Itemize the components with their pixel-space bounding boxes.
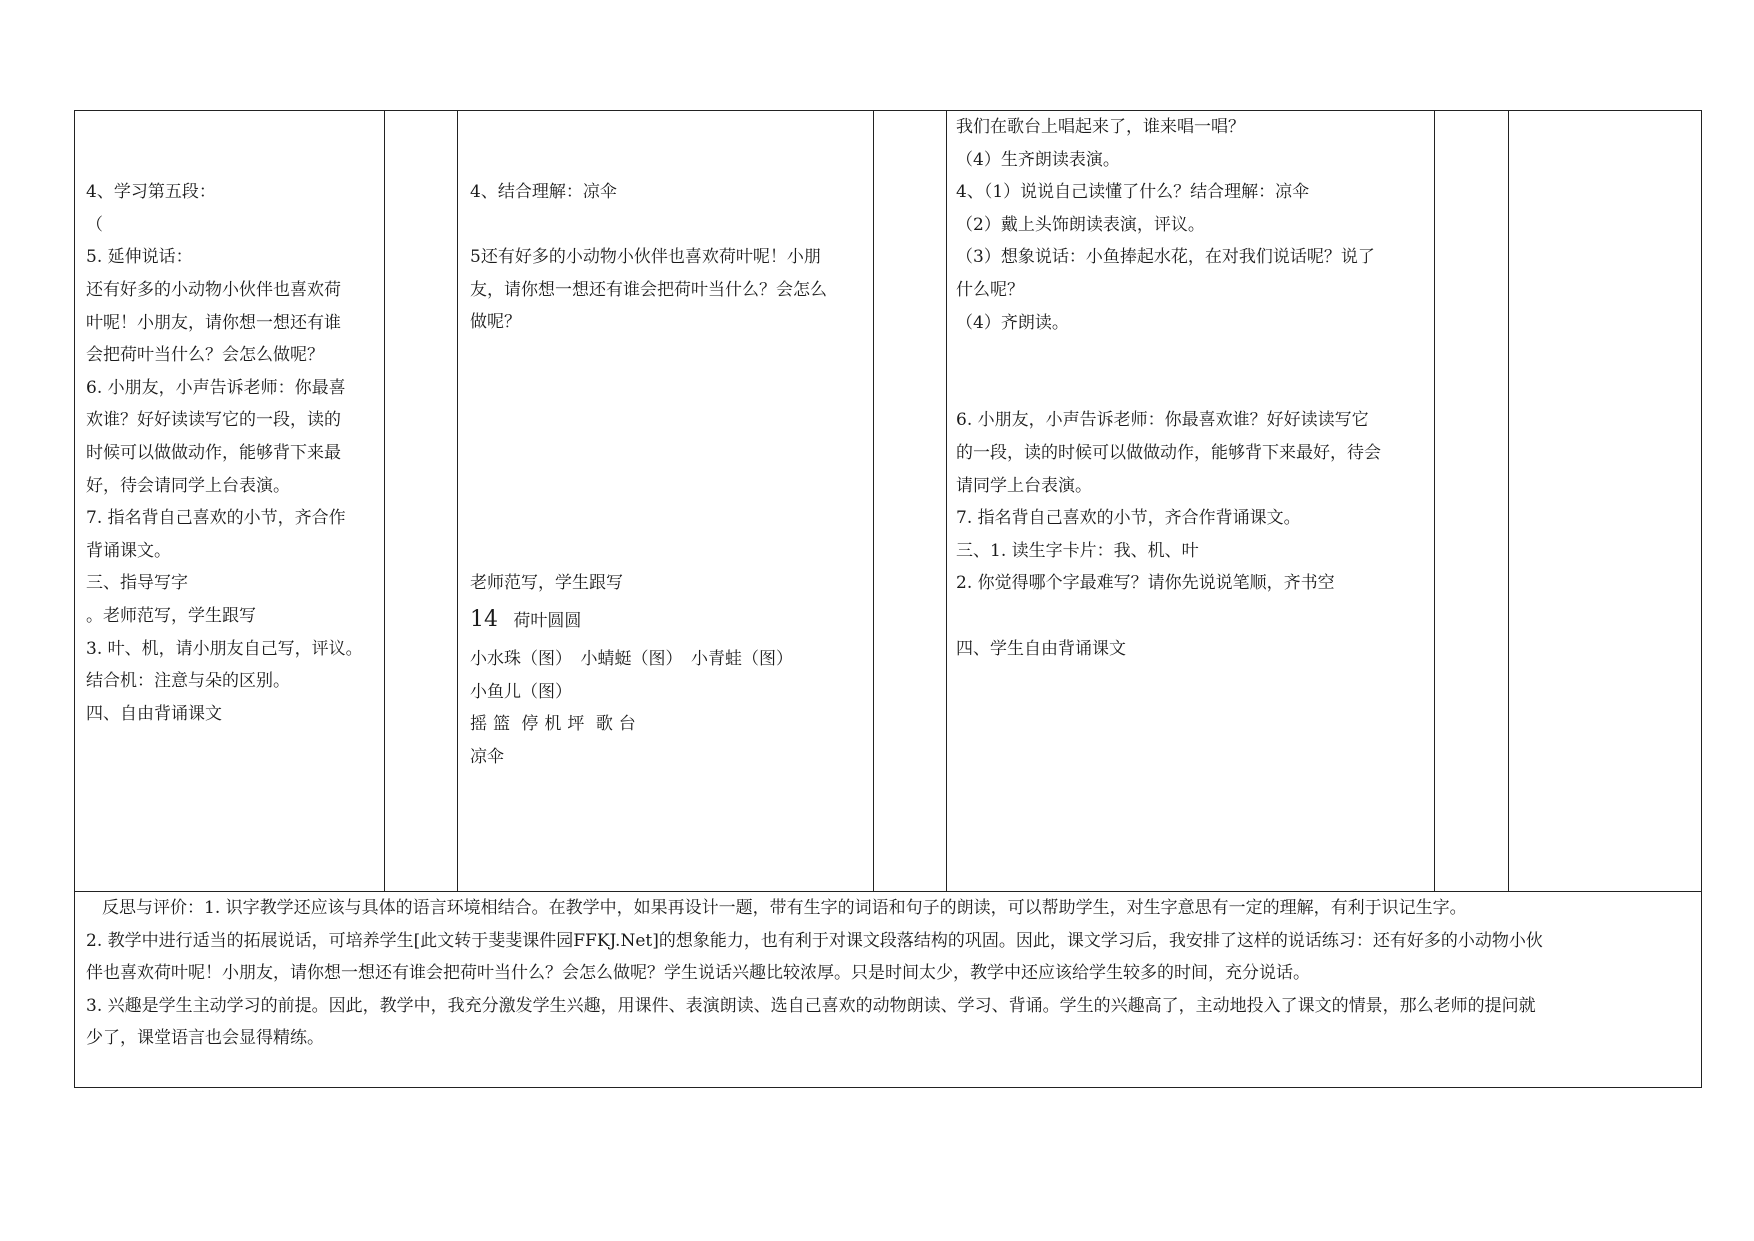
activity-line: （3）想象说话：小鱼捧起水花，在对我们说话呢？说了 bbox=[956, 247, 1375, 268]
board-design-cell bbox=[470, 176, 862, 339]
activity-line: （4）生齐朗读表演。 bbox=[956, 149, 1120, 170]
extension-line: 做呢？ bbox=[470, 312, 521, 333]
reflection-line: 伴也喜欢荷叶呢！小朋友，请你想一想还有谁会把荷叶当什么？会怎么做呢？学生说话兴趣比较浓厚。只是时间太少，教学中还应该给学生较多的时间，充分说话。 bbox=[86, 963, 1310, 984]
activity-line: 什么呢？ bbox=[956, 279, 1024, 300]
activity-line: （2）戴上头饰朗读表演，评议。 bbox=[956, 214, 1205, 235]
activity-line: 四、学生自由背诵课文 bbox=[956, 638, 1126, 659]
teaching-step-line: 叶呢！小朋友，请你想一想还有谁 bbox=[86, 312, 341, 333]
column-divider bbox=[384, 110, 385, 891]
activity-line: 三、1. 读生字卡片：我、机、叶 bbox=[956, 540, 1199, 561]
understanding-item: 4、结合理解：凉伞 bbox=[470, 182, 617, 202]
teaching-step-line: 4、学习第五段： bbox=[86, 182, 216, 203]
lesson-title: 荷叶圆圆 bbox=[513, 610, 582, 631]
column-divider bbox=[457, 110, 458, 891]
column-divider bbox=[1508, 110, 1509, 891]
activity-line bbox=[956, 339, 1428, 372]
board-word: 歌台 bbox=[595, 714, 642, 735]
teaching-step-line: 结合机：注意与朵的区别。 bbox=[86, 671, 290, 692]
board-design-lower bbox=[470, 567, 862, 774]
activity-line bbox=[956, 600, 1428, 633]
board-heading bbox=[470, 604, 862, 638]
board-row: 小水珠（图） 小蜻蜓（图） 小青蛙（图） bbox=[470, 649, 793, 670]
teaching-step-line bbox=[86, 144, 378, 177]
extension-line: 友，请你想一想还有谁会把荷叶当什么？会怎么 bbox=[470, 279, 827, 300]
teaching-step-line: 背诵课文。 bbox=[86, 540, 171, 561]
activity-line: 请同学上台表演。 bbox=[956, 475, 1092, 496]
teaching-step-line: 三、指导写字 bbox=[86, 573, 188, 594]
teaching-step-line: 7. 指名背自己喜欢的小节，齐合作 bbox=[86, 508, 346, 529]
board-words-row bbox=[470, 708, 862, 741]
column-divider bbox=[946, 110, 947, 891]
teaching-steps-cell bbox=[86, 111, 378, 730]
teaching-step-line: （ bbox=[86, 214, 103, 235]
reflection-line: 反思与评价：1. 识字教学还应该与具体的语言环境相结合。在教学中，如果再设计一题，带有生字的词语和句子的朗读，可以帮助学生，对生字意思有一定的理解，有利于识记生字。 bbox=[102, 898, 1467, 918]
teaching-step-line: 会把荷叶当什么？会怎么做呢？ bbox=[86, 345, 324, 366]
activity-line: 我们在歌台上唱起来了，谁来唱一唱？ bbox=[956, 117, 1245, 137]
board-word: 停机坪 bbox=[521, 714, 591, 735]
reflection-line: 少了，课堂语言也会显得精练。 bbox=[86, 1028, 324, 1049]
activity-line: 7. 指名背自己喜欢的小节，齐合作背诵课文。 bbox=[956, 508, 1301, 529]
column-divider bbox=[1434, 110, 1435, 891]
teaching-step-line: 6. 小朋友，小声告诉老师：你最喜 bbox=[86, 377, 346, 398]
reflection-line: 3. 兴趣是学生主动学习的前提。因此，教学中，我充分激发学生兴趣，用课件、表演朗读、选自己喜欢的动物朗读、学习、背诵。学生的兴趣高了，主动地投入了课文的情景，那么老师的提问就 bbox=[86, 995, 1536, 1016]
activity-line bbox=[956, 372, 1428, 405]
teaching-step-line: 时候可以做做动作，能够背下来最 bbox=[86, 442, 341, 463]
teaching-step-line: 好，待会请同学上台表演。 bbox=[86, 475, 290, 496]
writing-instruction: 老师范写，学生跟写 bbox=[470, 573, 623, 593]
activity-line: 2. 你觉得哪个字最难写？请你先说说笔顺，齐书空 bbox=[956, 573, 1335, 594]
activity-line: 4、（1）说说自己读懂了什么？结合理解：凉伞 bbox=[956, 182, 1310, 203]
reflection-section bbox=[86, 892, 1686, 1055]
activity-line: 6. 小朋友，小声告诉老师：你最喜欢谁？好好读读写它 bbox=[956, 410, 1369, 431]
teaching-step-line: 。老师范写，学生跟写 bbox=[86, 605, 256, 626]
board-row: 小鱼儿（图） bbox=[470, 681, 572, 702]
teaching-step-line: 还有好多的小动物小伙伴也喜欢荷 bbox=[86, 279, 341, 300]
lesson-number: 14 bbox=[470, 606, 498, 632]
board-row: 凉伞 bbox=[470, 746, 504, 767]
teaching-step-line: 3. 叶、机，请小朋友自己写，评议。 bbox=[86, 638, 363, 659]
teaching-step-line: 四、自由背诵课文 bbox=[86, 703, 222, 724]
teaching-step-line: 5. 延伸说话： bbox=[86, 247, 193, 268]
activity-line: （4）齐朗读。 bbox=[956, 312, 1069, 333]
student-activities-cell bbox=[956, 111, 1428, 665]
extension-line: 5还有好多的小动物小伙伴也喜欢荷叶呢！小朋 bbox=[470, 247, 821, 268]
board-word: 摇篮 bbox=[470, 714, 516, 735]
teaching-step-line bbox=[86, 111, 378, 144]
activity-line: 的一段，读的时候可以做做动作，能够背下来最好，待会 bbox=[956, 442, 1381, 463]
teaching-step-line: 欢谁？好好读读写它的一段，读的 bbox=[86, 410, 341, 431]
reflection-line: 2. 教学中进行适当的拓展说话，可培养学生[此文转于斐斐课件园FFKJ.Net]的想象能力，也有利于对课文段落结构的巩固。因此，课文学习后，我安排了这样的说话练习：还有好多的小动物小伙 bbox=[86, 930, 1543, 951]
column-divider bbox=[873, 110, 874, 891]
blank-line bbox=[470, 209, 862, 242]
